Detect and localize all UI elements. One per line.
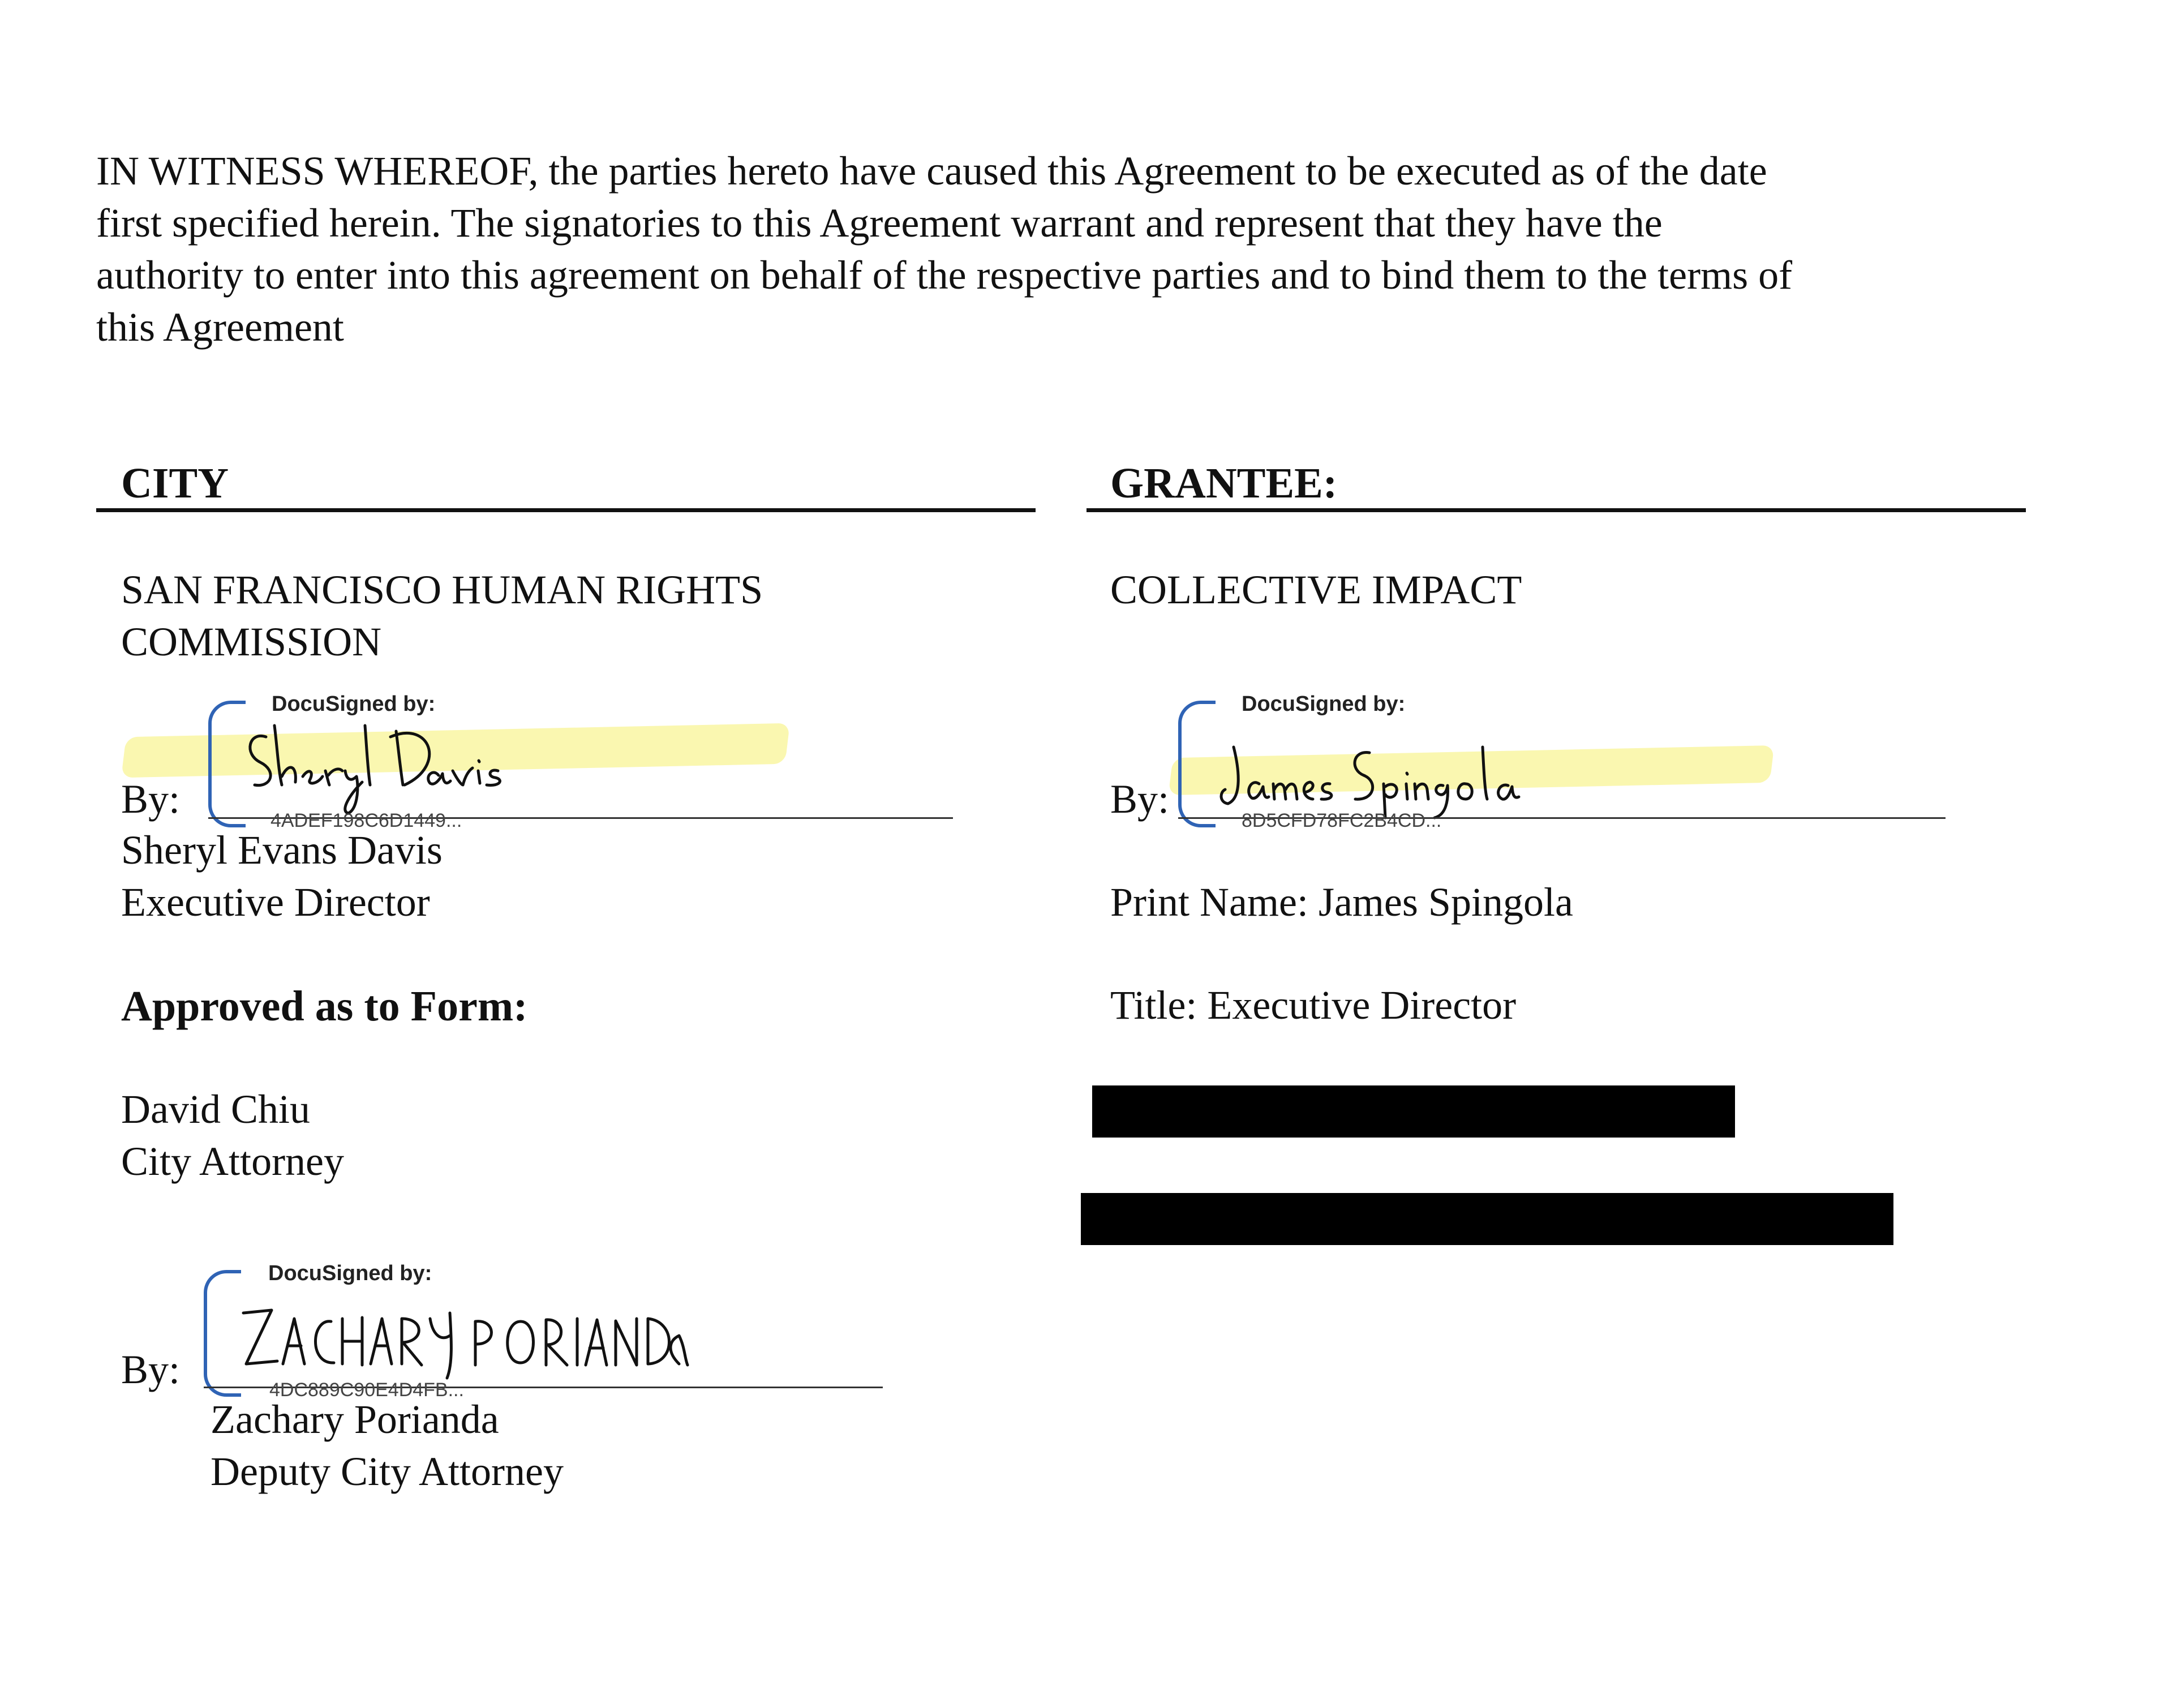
city-heading: CITY xyxy=(121,460,229,507)
deputy-docusign-id: 4DC889C90E4D4FB... xyxy=(269,1379,464,1401)
city-docusign-bracket xyxy=(208,701,246,827)
grantee-title: Title: Executive Director xyxy=(1110,982,1517,1028)
city-attorney-name: David Chiu xyxy=(121,1087,310,1132)
grantee-signature-image xyxy=(1217,736,1534,821)
deputy-docusign-bracket xyxy=(204,1270,241,1397)
grantee-print-name: Print Name: James Spingola xyxy=(1110,879,1573,925)
deputy-name: Zachary Porianda xyxy=(211,1397,499,1442)
grantee-docusign-bracket xyxy=(1178,701,1216,827)
deputy-signature-image xyxy=(238,1296,679,1381)
grantee-heading-rule xyxy=(1086,508,2026,512)
paragraph-line-4: this Agreement xyxy=(96,304,344,350)
city-org-line-1: SAN FRANCISCO HUMAN RIGHTS xyxy=(121,567,763,612)
deputy-docusign-label: DocuSigned by: xyxy=(265,1261,435,1286)
grantee-heading: GRANTEE: xyxy=(1110,460,1338,507)
paragraph-line-3: authority to enter into this agreement on behalf of the respective parties and to bind them to the terms of xyxy=(96,252,1793,298)
grantee-org-name: COLLECTIVE IMPACT xyxy=(1110,567,1522,612)
redaction-bar-1 xyxy=(1092,1085,1735,1138)
city-signer-title: Executive Director xyxy=(121,879,430,925)
grantee-docusign-id: 8D5CFD78FC2B4CD... xyxy=(1242,810,1442,831)
redaction-bar-2 xyxy=(1081,1193,1893,1245)
deputy-title: Deputy City Attorney xyxy=(211,1449,564,1494)
city-by-label: By: xyxy=(121,776,181,822)
city-docusign-label: DocuSigned by: xyxy=(268,692,439,716)
deputy-by-label: By: xyxy=(121,1347,181,1392)
city-docusign-id: 4ADEF198C6D1449... xyxy=(270,810,462,831)
city-org-line-2: COMMISSION xyxy=(121,619,382,664)
witness-paragraph xyxy=(96,145,2020,353)
city-heading-rule xyxy=(96,508,1036,512)
paragraph-line-2: first specified herein. The signatories to this Agreement warrant and represent that they have the xyxy=(96,200,1663,246)
grantee-by-label: By: xyxy=(1110,776,1170,822)
approved-as-to-form-heading: Approved as to Form: xyxy=(121,982,528,1030)
grantee-docusign-label: DocuSigned by: xyxy=(1238,692,1408,716)
paragraph-line-1: IN WITNESS WHEREOF, the parties hereto have caused this Agreement to be executed as of the date xyxy=(96,148,1767,194)
city-signer-name: Sheryl Evans Davis xyxy=(121,827,443,873)
city-attorney-title: City Attorney xyxy=(121,1139,344,1184)
city-signature-image xyxy=(243,714,515,805)
